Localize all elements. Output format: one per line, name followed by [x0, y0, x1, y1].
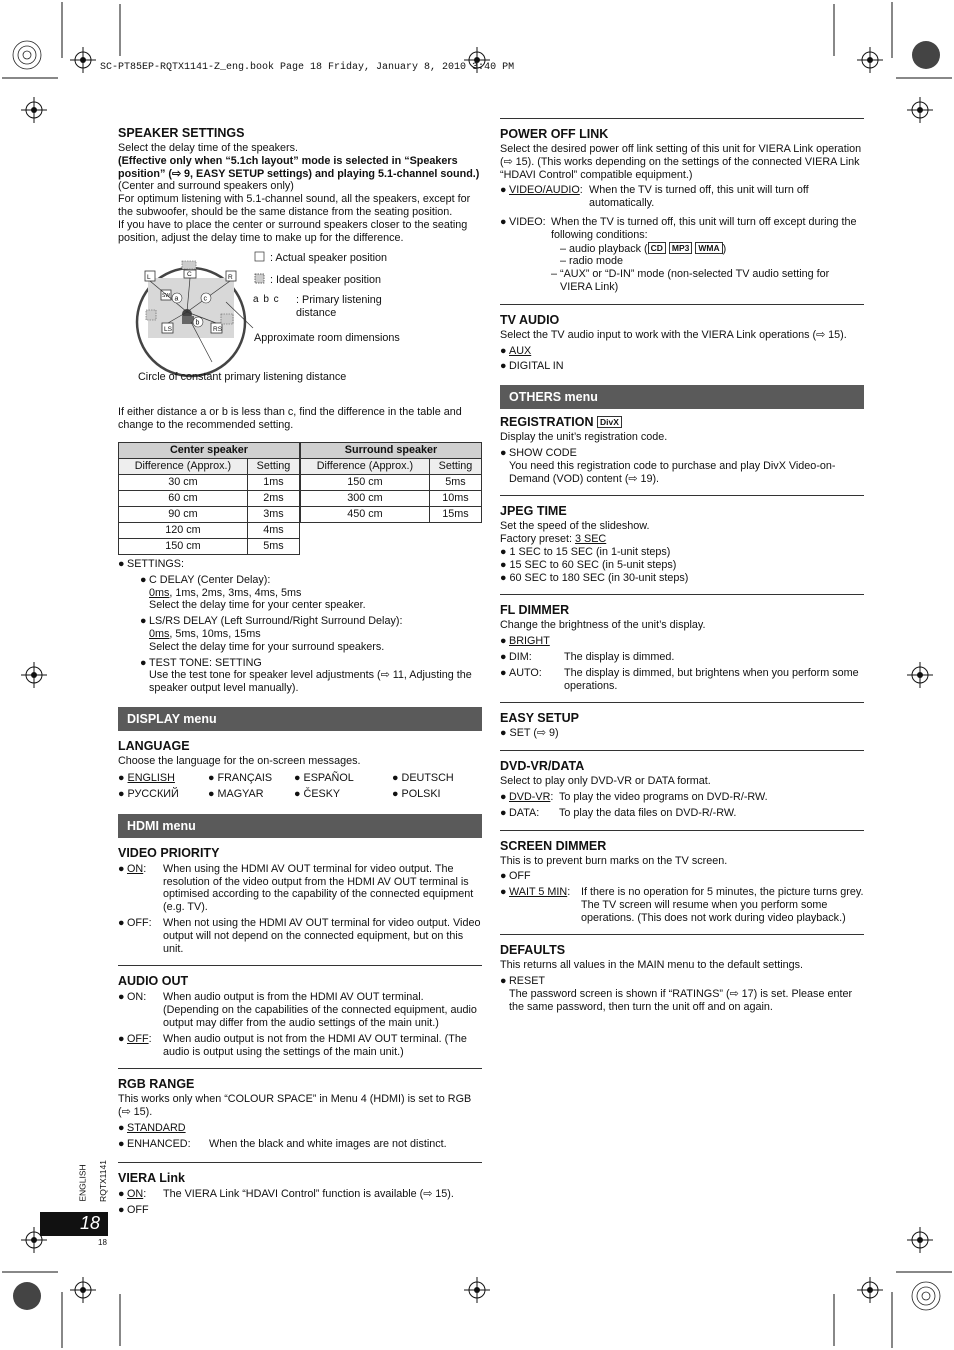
diagram-label-sw: SW: [162, 293, 171, 300]
fl-bright-label: BRIGHT: [509, 635, 550, 648]
language-option: ● DEUTSCH: [392, 771, 454, 784]
dvdvr-desc: Select to play only DVD-VR or DATA format.: [500, 775, 711, 788]
lsrs-desc: Select the delay time for your surround speakers.: [149, 640, 385, 653]
table-row: [301, 490, 482, 506]
center-diff-head: Difference (Approx.): [119, 458, 248, 474]
dvdvr-data: ● DATA: To play the data files on DVD-R/-RW.: [500, 807, 864, 820]
ao-off-key: OFF: [127, 1032, 149, 1045]
audio-out-section: [118, 965, 482, 1058]
table-cell: 300 cm: [301, 490, 430, 506]
video-priority-section: [118, 846, 482, 956]
cdelay-values: [140, 587, 482, 600]
viera-link-section: [118, 1162, 482, 1217]
language-option: ● FRANÇAIS: [208, 771, 273, 784]
fl-auto: ● AUTO: The display is dimmed, but brightens when you perform some operations.: [500, 667, 864, 693]
viera-on-key: ON: [127, 1188, 144, 1201]
speaker-intro: Select the delay time of the speakers.: [118, 142, 299, 154]
diagram-label-b: b: [195, 319, 200, 327]
defaults-reset: ● RESET: [500, 975, 545, 988]
easy-setup-item: ● SET (⇨ 9): [500, 727, 559, 740]
language-desc: Choose the language for the on-screen messages.: [118, 754, 361, 767]
fl-dimmer-desc: Change the brightness of the unit’s display.: [500, 619, 706, 632]
right-column: [500, 118, 864, 1014]
lsrs-label: LS/RS DELAY (Left Surround/Right Surround Delay):: [149, 615, 403, 628]
testtone-label: TEST TONE: SETTING: [149, 656, 262, 669]
table-row: [301, 506, 482, 522]
settings-item: ● SETTINGS:: [118, 557, 184, 570]
room-dimensions-label: Approximate room dimensions: [254, 332, 400, 345]
ao-on-key: ON:: [127, 991, 147, 1004]
center-speaker-table: [118, 442, 300, 555]
diagram-label-c: C: [187, 271, 192, 279]
jpeg-item-label: 15 SEC to 60 SEC (in 5-unit steps): [509, 558, 677, 571]
table-cell: 1ms: [247, 474, 299, 490]
defaults-reset-desc: The password screen is shown if “RATINGS” (⇨ 17) is set. Please enter the same password, then turn the unit off and on again.: [509, 988, 853, 1013]
speaker-bold-note: (Effective only when “5.1ch layout” mode is selected in “Speakers position” (⇨ 9, EASY SETUP settings) and playing 5.1-channel sound.): [118, 154, 480, 180]
surround-head: Surround speaker: [301, 442, 482, 458]
jpeg-item-label: 1 SEC to 15 SEC (in 1-unit steps): [509, 545, 671, 558]
left-column: [118, 118, 482, 1217]
po-v-desc: When the TV is turned off, this unit will turn off except during the following conditions:: [551, 215, 857, 241]
table-cell: 2ms: [247, 490, 299, 506]
testtone-item: ● TEST TONE: SETTING: [140, 656, 262, 669]
tv-audio-title: TV AUDIO: [500, 312, 560, 327]
surround-speaker-table: [300, 442, 482, 523]
speaker-settings-section: [118, 126, 482, 695]
table-row: [119, 538, 300, 554]
cdelay-item: ● C DELAY (Center Delay):: [140, 573, 271, 586]
side-language: [77, 1160, 96, 1210]
page-number-box: [40, 1212, 108, 1236]
tv-audio-digital-label: DIGITAL IN: [509, 360, 564, 373]
language-russian: РУССКИЙ: [127, 787, 179, 800]
screen-dimmer-title: SCREEN DIMMER: [500, 838, 607, 853]
fl-bright: ● BRIGHT: [500, 635, 550, 648]
table-cell: 10ms: [429, 490, 481, 506]
rgb-range-section: [118, 1068, 482, 1150]
table-cell: 150 cm: [301, 474, 430, 490]
defaults-section: [500, 934, 864, 1013]
center-head: Center speaker: [119, 442, 300, 458]
fl-auto-desc: The display is dimmed, but brightens when you perform some operations.: [564, 666, 859, 692]
jpeg-item: ● 1 SEC to 15 SEC (in 1-unit steps): [500, 545, 671, 558]
table-cell: 150 cm: [119, 538, 248, 554]
table-cell: 450 cm: [301, 506, 430, 522]
dvdvr-data-desc: To play the data files on DVD-R/-RW.: [559, 806, 737, 819]
table-cell: 3ms: [247, 506, 299, 522]
easy-setup-label: SET (⇨ 9): [509, 727, 559, 740]
speaker-settings-title: SPEAKER SETTINGS: [118, 126, 245, 140]
diagram-label-r: R: [228, 274, 233, 282]
cdelay-desc: Select the delay time for your center speaker.: [149, 599, 366, 612]
viera-off: ● OFF: [118, 1204, 149, 1217]
po-cond1-text: – audio playback (: [560, 242, 648, 255]
fl-dim: ● DIM: The display is dimmed.: [500, 651, 864, 664]
language-option: ● MAGYAR: [208, 787, 264, 800]
video-priority-off: ● OFF: When not using the HDMI AV OUT terminal for video output. Video output will not depend on the connected equipment, but on this unit.: [118, 916, 481, 955]
table-cell: 90 cm: [119, 506, 248, 522]
cdelay-label: C DELAY (Center Delay):: [149, 573, 271, 586]
jpeg-preset-label: Factory preset:: [500, 533, 576, 546]
registration-desc: Display the unit’s registration code.: [500, 431, 668, 444]
table-cell: 120 cm: [119, 522, 248, 538]
language-polski: POLSKI: [401, 787, 441, 800]
po-cond3: – “AUX” or “D-IN” mode (non-selected TV audio setting for VIERA Link): [551, 268, 830, 293]
audio-out-off: ● OFF: When audio output is not from the HDMI AV OUT terminal. (The audio is output using the settings of the main unit.): [118, 1033, 482, 1059]
po-v-key: VIDEO:: [509, 215, 546, 228]
dvdvr-section: [500, 750, 864, 819]
rgb-enh-desc: When the black and white images are not distinct.: [209, 1137, 447, 1150]
fl-dim-desc: The display is dimmed.: [564, 650, 675, 663]
surround-setting-head: Setting: [429, 458, 481, 474]
fl-dimmer-title: FL DIMMER: [500, 603, 570, 618]
defaults-desc: This returns all values in the MAIN menu to the default settings.: [500, 959, 804, 972]
jpeg-item: ● 15 SEC to 60 SEC (in 5-unit steps): [500, 558, 677, 571]
ao-off-desc: When audio output is not from the HDMI AV OUT terminal. (The audio is output using the settings of the main unit.): [163, 1032, 467, 1058]
tv-audio-digital: ● DIGITAL IN: [500, 360, 564, 373]
language-option: ● ESPAÑOL: [294, 771, 354, 784]
dvdvr-title: DVD-VR/DATA: [500, 759, 585, 774]
diagram-label-ls: LS: [164, 326, 172, 334]
if-distance-text: If either distance a or b is less than c, find the difference in the table and change to the recommended setting.: [118, 406, 462, 432]
circle-caption: Circle of constant primary listening distance: [138, 371, 347, 384]
display-menu-bar: DISPLAY menu: [118, 707, 482, 731]
cdelay-default: 0ms: [149, 586, 170, 599]
side-english: ENGLISH: [77, 1164, 88, 1202]
power-off-va: ● VIDEO/AUDIO: When the TV is turned off, this unit will turn off automatically.: [500, 184, 864, 210]
divx-badge: DivX: [597, 416, 622, 428]
lsrs-rest: , 5ms, 10ms, 15ms: [169, 627, 261, 640]
vp-on-desc: When using the HDMI AV OUT terminal for video output. The resolution of the video output from the HDMI AV OUT terminal is optimised according to the capability of the connected equipment (e.g. TV).: [163, 862, 474, 914]
tv-audio-section: [500, 304, 864, 373]
sd-wait-desc: If there is no operation for 5 minutes, the picture turns grey. The TV screen will resume when you perform some operations. (This does not work during video playback.): [581, 886, 864, 924]
registration-section: [500, 415, 864, 485]
legend-primary: : Primary listening distance: [296, 294, 382, 320]
speaker-diagram: [118, 250, 482, 398]
screen-dimmer-desc: This is to prevent burn marks on the TV screen.: [500, 854, 728, 867]
table-cell: 30 cm: [119, 474, 248, 490]
rgb-standard-label: STANDARD: [127, 1121, 186, 1134]
diagram-label-a: a: [174, 295, 179, 303]
language-title: LANGUAGE: [118, 738, 190, 753]
language-deutsch: DEUTSCH: [401, 771, 454, 784]
speaker-note2: (Center and surround speakers only): [118, 180, 294, 193]
language-section: [118, 739, 482, 802]
viera-off-label: OFF: [127, 1204, 149, 1217]
settings-label: SETTINGS:: [127, 557, 184, 570]
table-row: [119, 506, 300, 522]
viera-on-desc: The VIERA Link “HDAVI Control” function is available (⇨ 15).: [163, 1188, 454, 1201]
rgb-enhanced: ● ENHANCED: When the black and white images are not distinct.: [118, 1138, 482, 1151]
table-row: [119, 522, 300, 538]
fl-dimmer-section: [500, 594, 864, 692]
dvdvr-vr: ● DVD-VR: To play the video programs on DVD-R/-RW.: [500, 791, 864, 804]
sd-off: ● OFF: [500, 870, 531, 883]
tv-audio-aux: ● AUX: [500, 344, 532, 357]
legend-abc-symbols: a b c: [253, 294, 280, 306]
table-cell: 5ms: [429, 474, 481, 490]
page-number: 18: [79, 1213, 100, 1233]
video-priority-on: ● ON: When using the HDMI AV OUT terminal for video output. The resolution of the video output from the HDMI AV OUT terminal is optimised according to the capability of the connected equipment (e.g. TV).: [118, 863, 482, 914]
language-english: ENGLISH: [127, 771, 175, 784]
print-header: SC-PT85EP-RQTX1141-Z_eng.book Page 18 Friday, January 8, 2010 3:40 PM: [100, 62, 515, 73]
rgb-title: RGB RANGE: [118, 1077, 195, 1092]
jpeg-preset: [500, 533, 864, 546]
tv-audio-aux-label: AUX: [509, 344, 532, 357]
power-off-video: ● VIDEO: When the TV is turned off, this unit will turn off except during the following conditions:: [500, 216, 864, 242]
page-number-small: 18: [98, 1238, 107, 1247]
lsrs-item: ● LS/RS DELAY (Left Surround/Right Surround Delay):: [140, 615, 403, 628]
audio-out-title: AUDIO OUT: [118, 974, 189, 989]
defaults-reset-label: RESET: [509, 975, 545, 988]
power-off-section: [500, 118, 864, 294]
table-cell: 15ms: [429, 506, 481, 522]
fl-auto-key: AUTO:: [509, 666, 542, 679]
settings-sublist: [118, 574, 482, 695]
center-setting-head: Setting: [247, 458, 299, 474]
jpeg-title: JPEG TIME: [500, 504, 567, 519]
table-row: [119, 490, 300, 506]
language-espanol: ESPAÑOL: [303, 771, 354, 784]
viera-on: ● ON: The VIERA Link “HDAVI Control” function is available (⇨ 15).: [118, 1188, 482, 1201]
language-cesky: ČESKY: [303, 787, 341, 800]
registration-title: REGISTRATION: [500, 415, 594, 430]
rgb-standard: ● STANDARD: [118, 1121, 186, 1134]
sd-wait: ● WAIT 5 MIN: If there is no operation for 5 minutes, the picture turns grey. The TV screen will resume when you perform some operations. (This does not work during video playback.): [500, 886, 864, 924]
testtone-desc: Use the test tone for speaker level adjustments (⇨ 11, Adjusting the speaker output level manually).: [149, 669, 472, 695]
po-va-key: VIDEO/AUDIO: [509, 184, 580, 197]
power-off-desc: Select the desired power off link setting of this unit for VIERA Link operation (⇨ 15). (This works depending on the settings of the connected VIERA Link “HDAVI Control” compatible equipment.): [500, 143, 862, 181]
diagram-label-c-dist: c: [203, 295, 207, 303]
easy-setup-section: [500, 702, 864, 740]
lsrs-default: 0ms: [149, 627, 170, 640]
rgb-desc: This works only when “COLOUR SPACE” in Menu 4 (HDMI) is set to RGB (⇨ 15).: [118, 1093, 472, 1119]
vp-off-key: OFF:: [127, 916, 152, 929]
video-priority-title: VIDEO PRIORITY: [118, 845, 220, 860]
sd-off-label: OFF: [509, 870, 531, 883]
mp3-badge: MP3: [669, 242, 692, 254]
lsrs-values: [140, 628, 482, 641]
registration-heading: [500, 415, 864, 429]
fl-dim-key: DIM:: [509, 650, 532, 663]
legend-ideal: : Ideal speaker position: [270, 274, 382, 287]
jpeg-section: [500, 495, 864, 584]
jpeg-item-label: 60 SEC to 180 SEC (in 30-unit steps): [509, 571, 689, 584]
tv-audio-desc: Select the TV audio input to work with the VIERA Link operations (⇨ 15).: [500, 328, 847, 341]
po-va-desc: When the TV is turned off, this unit will turn off automatically.: [589, 184, 809, 210]
table-row: [301, 474, 482, 490]
dvdvr-data-key: DATA:: [509, 806, 540, 819]
table-row: [119, 474, 300, 490]
easy-setup-title: EASY SETUP: [500, 711, 579, 726]
po-cond2: – radio mode: [560, 255, 624, 268]
table-cell: 4ms: [247, 522, 299, 538]
show-code-label: SHOW CODE: [509, 446, 577, 459]
jpeg-desc: Set the speed of the slideshow.: [500, 520, 650, 533]
jpeg-item: ● 60 SEC to 180 SEC (in 30-unit steps): [500, 571, 689, 584]
sd-wait-key: WAIT 5 MIN: [509, 886, 568, 899]
delay-tables: [118, 442, 482, 555]
table-cell: 60 cm: [119, 490, 248, 506]
diagram-label-l: L: [147, 274, 151, 282]
viera-title: VIERA Link: [118, 1171, 185, 1186]
cd-badge: CD: [648, 242, 666, 254]
legend-actual: : Actual speaker position: [270, 252, 388, 265]
po-cond1: [500, 242, 864, 256]
jpeg-preset-value: 3 SEC: [575, 533, 607, 546]
ao-on-desc: When audio output is from the HDMI AV OUT terminal. (Depending on the capabilities of the connected equipment, audio output may differ from the audio settings of the main unit.): [163, 991, 477, 1029]
vp-off-desc: When not using the HDMI AV OUT terminal for video output. Video output will not depend on the connected equipment, but on this unit.: [163, 916, 481, 955]
audio-out-on: ● ON: When audio output is from the HDMI AV OUT terminal. (Depending on the capabilities of the connected equipment, audio output may differ from the audio settings of the main unit.): [118, 991, 482, 1029]
side-code: RQTX1141: [97, 1160, 108, 1202]
dvdvr-vr-desc: To play the video programs on DVD-R/-RW.: [559, 790, 768, 803]
diagram-label-rs: RS: [213, 326, 223, 334]
speaker-para1: For optimum listening with 5.1-channel sound, all the speakers, except for the subwoofer, should be the same distance from the seating position.: [118, 193, 471, 218]
vp-on-key: ON: [127, 862, 144, 875]
show-code-desc: You need this registration code to purchase and play DivX Video-on-Demand (VOD) content (⇨ 19).: [509, 459, 836, 485]
dvdvr-vr-key: DVD-VR: [509, 790, 551, 803]
po-cond1-end: ): [722, 242, 727, 255]
language-option: ● POLSKI: [392, 787, 441, 800]
language-options: [118, 770, 482, 802]
language-magyar: MAGYAR: [217, 787, 264, 800]
language-option: ● ČESKY: [294, 787, 341, 800]
surround-diff-head: Difference (Approx.): [301, 458, 430, 474]
cdelay-rest: , 1ms, 2ms, 3ms, 4ms, 5ms: [169, 586, 302, 599]
language-francais: FRANÇAIS: [217, 771, 273, 784]
show-code-item: ● SHOW CODE: [500, 446, 577, 459]
speaker-para2: If you have to place the center or surround speakers closer to the seating position, adjust the delay time to make up for the difference.: [118, 218, 468, 244]
language-option: ● РУССКИЙ: [118, 787, 179, 800]
language-option: ● ENGLISH: [118, 771, 175, 784]
others-menu-bar: OTHERS menu: [500, 385, 864, 409]
wma-badge: WMA: [695, 242, 722, 254]
table-cell: 5ms: [247, 538, 299, 554]
screen-dimmer-section: [500, 830, 864, 925]
defaults-title: DEFAULTS: [500, 943, 566, 958]
rgb-enh-key: ENHANCED:: [127, 1137, 191, 1150]
hdmi-menu-bar: HDMI menu: [118, 814, 482, 838]
power-off-title: POWER OFF LINK: [500, 127, 609, 141]
